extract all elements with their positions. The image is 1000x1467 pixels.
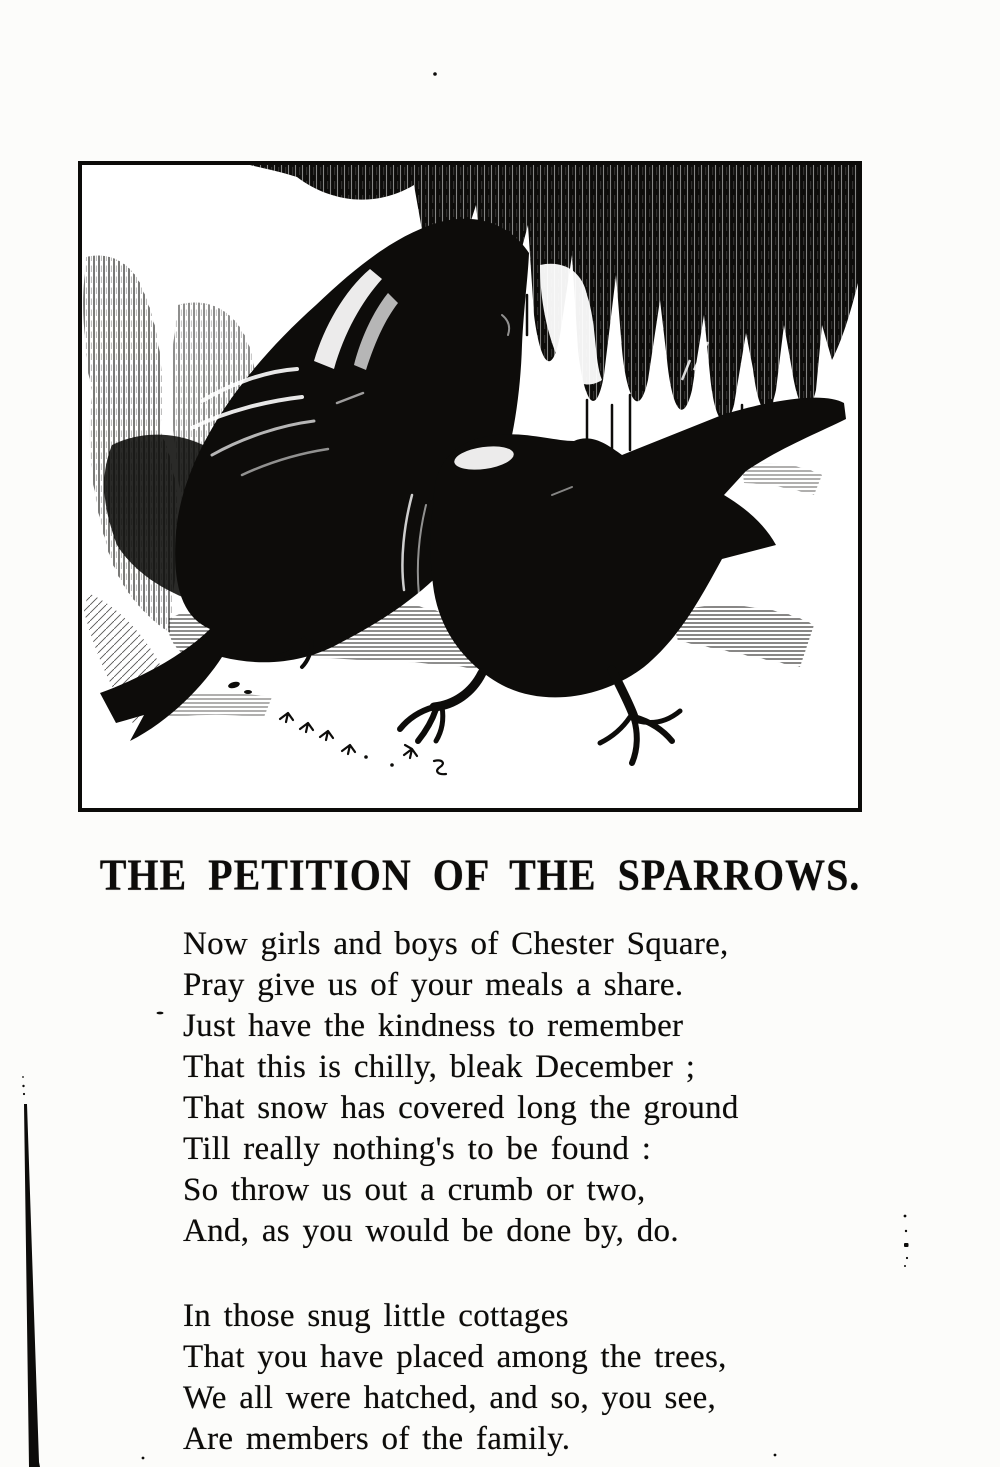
poem-line: That snow has covered long the ground [183,1090,739,1126]
poem-line: That this is chilly, bleak December ; [183,1049,696,1085]
illustration-frame [78,161,862,812]
poem-stanza-1 [183,924,739,1252]
two-sparrows-engraving-illustration [82,165,858,808]
poem-line: Now girls and boys of Chester Square, [183,926,729,962]
poem-line: Pray give us of your meals a share. [183,967,684,1003]
poem-line: So throw us out a crumb or two, [183,1172,646,1208]
poem-line: That you have placed among the trees, [183,1339,727,1375]
poem-line: Just have the kindness to remember [183,1008,684,1044]
poem-line: In those snug little cottages [183,1298,569,1334]
poem-line: And, as you would be done by, do. [183,1213,679,1249]
poem-stanza-2 [183,1296,727,1460]
scan-artifact-gutter-line [24,1104,40,1467]
scan-artifact-dot [433,72,437,76]
poem-line: Are members of the family. [183,1421,571,1457]
poem-line: We all were hatched, and so, you see, [183,1380,717,1416]
poem-title: THE PETITION OF THE SPARROWS. [99,849,861,900]
poem-line: Till really nothing's to be found : [183,1131,652,1167]
